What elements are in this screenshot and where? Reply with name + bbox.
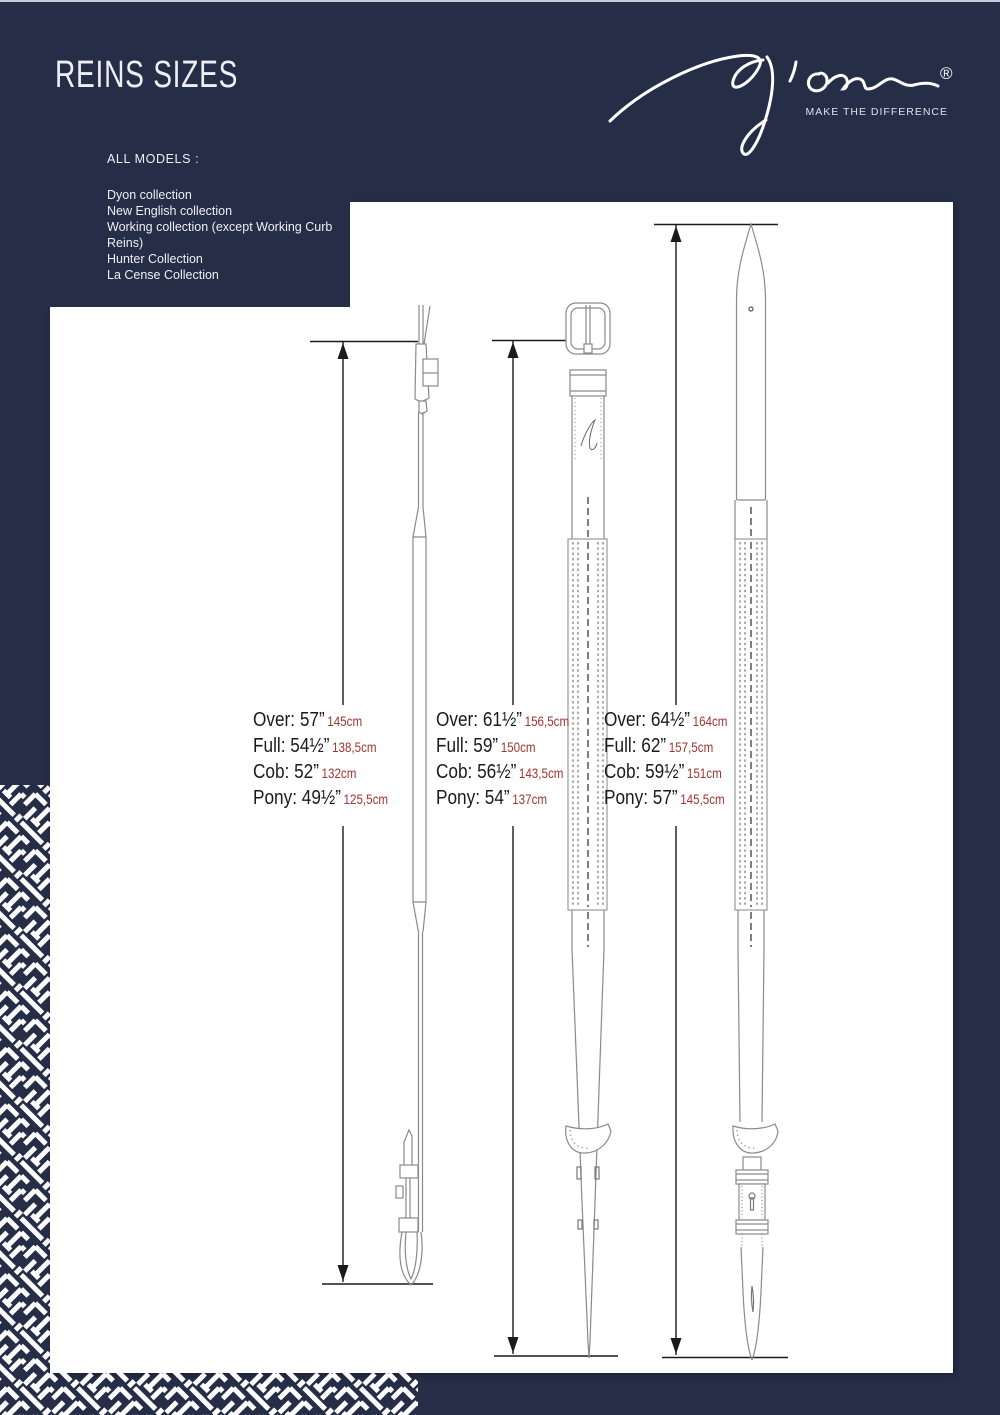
rein-3-keeper-upper (736, 1170, 768, 1184)
rein-3-keeper-lower (736, 1220, 768, 1234)
size-list-rein-2 (436, 707, 569, 811)
size-cm: 132cm (321, 766, 357, 781)
rein-2-keeper (570, 370, 606, 396)
size-cm: 125,5cm (343, 792, 389, 807)
rein-2-drawing (566, 303, 611, 1358)
size-cm: 145cm (327, 714, 363, 729)
size-row (604, 707, 727, 733)
size-inches: Over: 61½” (436, 709, 523, 731)
size-cm: 137cm (512, 792, 548, 807)
size-cm: 157,5cm (668, 740, 714, 755)
rein-3-body (737, 347, 766, 500)
rein-3-buckle-section (739, 1184, 765, 1220)
model-item: Dyon collection (107, 188, 192, 202)
rein-3-hook-stud-flap (733, 1124, 778, 1153)
size-row (436, 707, 569, 733)
model-item: Hunter Collection (107, 252, 203, 266)
rein-3-hole (749, 307, 753, 311)
brand-tagline: MAKE THE DIFFERENCE (805, 106, 948, 118)
size-inches: Cob: 59½” (604, 761, 685, 783)
size-row (436, 733, 569, 759)
rein-2-lower-strap (572, 949, 604, 1358)
size-row (253, 733, 388, 759)
page-title: REINS SIZES (55, 54, 239, 96)
size-inches: Over: 64½” (604, 709, 691, 731)
size-inches: Full: 54½” (253, 735, 330, 757)
size-row (253, 759, 388, 785)
size-inches: Over: 57” (253, 709, 325, 731)
rein-1-top-lace (419, 305, 430, 344)
rein-1-buckle (396, 1186, 403, 1198)
size-cm: 156,5cm (524, 714, 570, 729)
rein-1-body (413, 537, 426, 902)
size-inches: Cob: 52” (253, 761, 319, 783)
rein-3-pointed-top (737, 224, 766, 347)
model-item: La Cense Collection (107, 268, 219, 282)
size-cm: 138,5cm (332, 740, 377, 755)
size-row (436, 759, 569, 785)
size-cm: 151cm (686, 766, 722, 781)
size-inches: Cob: 56½” (436, 761, 517, 783)
size-row (604, 785, 727, 811)
size-list-rein-3 (604, 707, 727, 811)
model-item: New English collection (107, 204, 233, 218)
rein-1-dimension-line (310, 342, 433, 1285)
size-cm: 145,5cm (680, 792, 725, 807)
size-cm: 164cm (692, 714, 728, 729)
size-cm: 150cm (500, 740, 536, 755)
rein-1-keeper-upper (400, 1165, 418, 1178)
size-row (604, 733, 727, 759)
size-inches: Pony: 49½” (253, 787, 341, 809)
rein-1-strap-end (404, 1130, 412, 1165)
size-row (436, 785, 569, 811)
models-heading: ALL MODELS : (107, 152, 200, 166)
rein-2-hook-stud-flap (566, 1124, 611, 1153)
rein-2-upper-strap (572, 396, 604, 539)
size-row (604, 759, 727, 785)
size-inches: Full: 59” (436, 735, 499, 757)
registered-mark: ® (940, 64, 953, 83)
rein-1-bit-loop (400, 1232, 422, 1285)
size-inches: Pony: 57” (604, 787, 678, 809)
model-item: Working collection (except Working Curb Reins) (107, 220, 333, 250)
rein-1-keeper-lower (399, 1218, 418, 1232)
rein-2-logo-stamp (581, 420, 597, 450)
rein-1-drawing (396, 305, 438, 1285)
size-cm: 143,5cm (518, 766, 564, 781)
rein-3-drawing (733, 224, 778, 1360)
size-list-rein-1 (253, 707, 388, 811)
size-row (253, 707, 388, 733)
size-inches: Pony: 54” (436, 787, 510, 809)
rein-2-stud (577, 1167, 581, 1179)
size-inches: Full: 62” (604, 735, 667, 757)
size-row (253, 785, 388, 811)
rein-3-slit (751, 1286, 753, 1312)
